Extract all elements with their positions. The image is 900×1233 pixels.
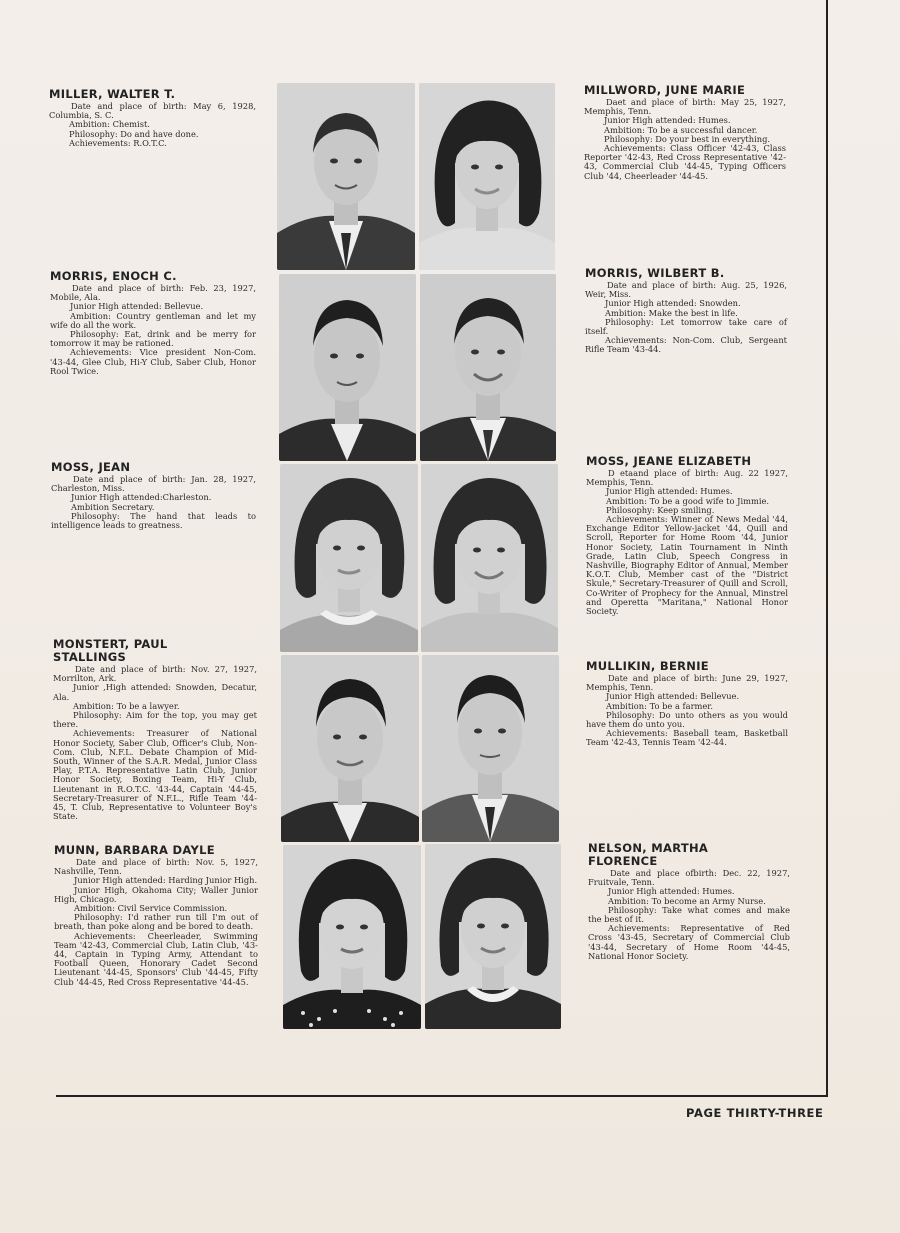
bio-line: Date and place of birth: Feb. 23, 1927, Mobile, Ala. [50, 283, 256, 303]
bio-line: Achievements: Non-Com. Club, Sergeant Rifle Team '43-44. [585, 335, 787, 355]
senior-entry [53, 638, 257, 821]
bio-line: Junior High attended: Bellevue. [70, 301, 204, 312]
bio-line: Philosophy: Do your best in everything. [604, 133, 771, 144]
senior-entry [49, 88, 256, 148]
senior-entry [588, 842, 790, 961]
bio-line: Ambition: Country gentleman and let my wife do all the work. [50, 310, 256, 330]
portrait-photo [280, 464, 418, 652]
bio-line: Philosophy: Take what comes and make the best of it. [588, 904, 790, 925]
bio-line: Date and place of birth: Nov. 5, 1927, Nashville, Tenn. [54, 857, 258, 877]
student-bio [54, 858, 258, 987]
bio-line: Daet and place of birth: May 25, 1927, Memphis, Tenn. [584, 97, 786, 117]
bio-line: Date and place ofbirth: Dec. 22, 1927, Fruitvale, Tenn. [588, 868, 790, 888]
female-portrait-icon [419, 83, 555, 270]
portrait-photo [425, 844, 561, 1029]
student-bio [586, 469, 788, 616]
bio-line: Achievements: Cheerleader, Swimming Team '42-43, Commercial Club, Latin Club, '43-44, Captain in Typing Army, Attendant to Football Queen, Honorary Cadet Second Lieutenant '44-45, Sponsors' Club '44-45, Fifty Club '44-45, Red Cross Representative '44-45. [54, 930, 258, 987]
bio-line: Date and place of birth: Nov. 27, 1927, Morrilton, Ark. [53, 664, 257, 684]
bio-line: Junior High attended: Bellevue. [606, 691, 740, 702]
bio-line: Philosophy: Keep smiling. [606, 504, 715, 515]
senior-entry [51, 461, 256, 530]
bio-line: Philosophy: Eat, drink and be merry for tomorrow it may be rationed. [50, 329, 256, 349]
bio-line: Junior High attended: Snowden. [605, 298, 741, 309]
bio-line: Achievements: Class Officer '42-43, Class Reporter '42-43, Red Cross Representative '42-43, Commercial Club '44-45, Typing Officers Club '44, Cheerleader '44-45. [584, 143, 786, 181]
bio-line: Achievements: Winner of News Medal '44, Exchange Editor Yellow-jacket '44, Quill and Scroll, Reporter for Home Room '44, Junior Honor Society, Latin Tournament in Ninth Grade, Latin Club, Speech Congress in Nashville, Biography Editor of Annual, Member K.O.T. Club, Member cast of the "District Skule," Secretary-Treasurer of Quill and Scroll, Co-Writer of Prophecy for the Annual, Minstrel and Operetta "Maritana," National Honor Society. [586, 514, 788, 617]
bio-line: Achievements: Treasurer of National Honor Society, Saber Club, Officer's Club, Non-Com. Club, N.F.L. Debate Champion of Mid-South, Winner of the S.A.R. Medal, Junior Class Play, P.T.A. Representative Latin Club, Junior Honor Society, Boxing Team, Hi-Y Club, Lieutenant in R.O.T.C. '43-44, Captain '44-45, Secretary-Treasurer of N.F.L., Rifle Team '44-45, T. Club, Representative to Volunteer Boy's State. [53, 728, 257, 822]
senior-entry [586, 660, 788, 748]
student-bio [51, 475, 256, 530]
student-name: MULLIKIN, BERNIE [586, 659, 709, 673]
student-bio [584, 98, 786, 181]
bio-line: Ambition: Chemist. [69, 119, 150, 130]
bio-line: Achievements: Representative of Red Cross '43-45, Secretary of Commercial Club '43-44, Secretary of Home Room '44-45, National Honor Society. [588, 923, 790, 961]
student-name: MOSS, JEANE ELIZABETH [586, 454, 752, 468]
portrait-photo [420, 274, 556, 461]
student-name: MORRIS, ENOCH C. [50, 269, 177, 283]
senior-entry [50, 270, 256, 376]
senior-entry [585, 267, 787, 355]
portrait-photo [422, 655, 559, 842]
bio-line: Ambition: Civil Service Commission. [74, 903, 228, 914]
student-bio [585, 281, 787, 355]
bio-line: Date and place of birth: Aug. 25, 1926, Weir, Miss. [585, 280, 787, 300]
male-portrait-icon [422, 655, 559, 842]
portrait-photo [277, 83, 415, 270]
student-name: MOSS, JEAN [51, 460, 131, 474]
female-portrait-icon [283, 845, 421, 1029]
portrait-photo [279, 274, 416, 461]
portrait-photo [283, 845, 421, 1029]
portrait-photo [421, 464, 558, 652]
student-bio [49, 102, 256, 148]
student-name: MORRIS, WILBERT B. [585, 266, 725, 280]
student-bio [50, 284, 256, 376]
student-bio [588, 869, 790, 961]
male-portrait-icon [420, 274, 556, 461]
bio-line: Date and place of birth: May 6, 1928, Columbia, S. C. [49, 101, 256, 121]
senior-entry [54, 844, 258, 987]
bio-line: Date and place of birth: Jan. 28, 1927, Charleston, Miss. [51, 474, 256, 494]
bio-line: Philosophy: Let tomorrow take care of itself. [585, 316, 787, 337]
male-portrait-icon [277, 83, 415, 270]
bio-line: Junior High attended: Humes. [606, 486, 733, 497]
bio-line: D etaand place of birth: Aug. 22 1927, Memphis, Tenn. [586, 468, 788, 488]
bio-line: Ambition: To become an Army Nurse. [608, 895, 766, 906]
bio-line: Date and place of birth: June 29, 1927, Memphis, Tenn. [586, 673, 788, 693]
bio-line: Philosophy: I'd rather run till I'm out of breath, than poke along and be bored to death. [54, 912, 258, 932]
bio-line: Junior High attended: Humes. [608, 886, 735, 897]
bio-line: Ambition: To be a good wife to Jimmie. [606, 495, 770, 506]
bio-line: Achievements: Baseball team, Basketball Team '42-43, Tennis Team '42-44. [586, 728, 788, 748]
page-number: PAGE THIRTY-THREE [686, 1106, 824, 1120]
senior-entry [586, 455, 788, 616]
senior-entry [584, 84, 786, 181]
bio-line: Ambition: To be a successful dancer. [604, 124, 758, 135]
bio-line: Junior High attended:Charleston. [71, 492, 212, 503]
bio-line: Ambition: To be a lawyer. [73, 700, 180, 711]
bio-line: Philosophy: Aim for the top, you may get there. [53, 710, 257, 730]
bio-line: Junior High, Okahoma City; Waller Junior High, Chicago. [54, 884, 258, 904]
student-name: MUNN, BARBARA DAYLE [54, 843, 215, 857]
female-portrait-icon [421, 464, 558, 652]
student-name: MILLER, WALTER T. [49, 87, 176, 101]
bio-line: Ambition Secretary. [71, 501, 155, 512]
student-name: MILLWORD, JUNE MARIE [584, 83, 746, 97]
portrait-photo [281, 655, 419, 842]
bio-line: Junior High attended: Humes. [604, 115, 731, 126]
bio-line: Ambition: To be a farmer. [606, 700, 714, 711]
female-portrait-icon [425, 844, 561, 1029]
student-bio [586, 674, 788, 748]
bio-line: Philosophy: Do and have done. [69, 128, 199, 139]
bio-line: Philosophy: Do unto others as you would have them do unto you. [586, 709, 788, 730]
portrait-photo [419, 83, 555, 270]
student-name: NELSON, MARTHA FLORENCE [588, 841, 709, 868]
male-portrait-icon [279, 274, 416, 461]
bio-line: Achievements: R.O.T.C. [69, 137, 167, 148]
bio-line: Junior High attended: Harding Junior High. [74, 875, 258, 886]
bio-line: Ambition: Make the best in life. [605, 307, 738, 318]
male-portrait-icon [281, 655, 419, 842]
student-bio [53, 665, 257, 821]
border-rule-horizontal [56, 1095, 828, 1097]
female-portrait-icon [280, 464, 418, 652]
bio-line: Achievements: Vice president Non-Com. '43-44, Glee Club, Hi-Y Club, Saber Club, Honor Rool Twice. [50, 347, 256, 376]
border-rule-vertical [826, 0, 828, 1097]
student-name: MONSTERT, PAUL STALLINGS [53, 637, 168, 664]
bio-line: Junior ,High attended: Snowden, Decatur, Ala. [53, 682, 257, 702]
bio-line: Philosophy: The hand that leads to intelligence leads to greatness. [51, 510, 256, 531]
